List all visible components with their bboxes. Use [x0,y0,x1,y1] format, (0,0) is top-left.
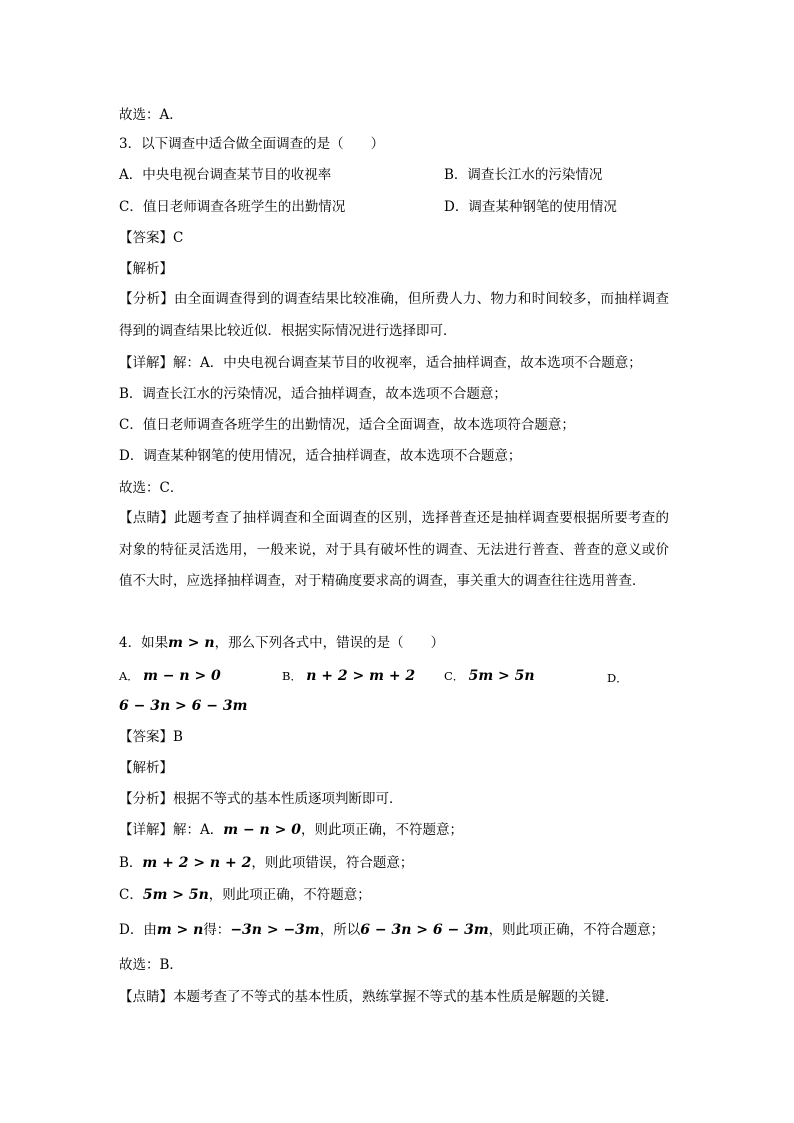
q4-option-d-label: D． [607,671,628,685]
q3-option-b: B．调查长江水的污染情况 [444,167,603,183]
q4-stem-prefix: 4．如果 [119,635,169,651]
q4-detail-d-math2: −3n > −3m [230,922,320,938]
q4-option-c-math: 5m > 5n [468,668,535,684]
q4-detail-a-math: m − n > 0 [223,822,301,838]
q3-detail-b: B．调查长江水的污染情况，适合抽样调查，故本选项不合题意； [119,386,507,402]
q3-detail-c: C．值日老师调查各班学生的出勤情况，适合全面调查，故本选项符合题意； [119,417,575,433]
q3-stem: 3．以下调查中适合做全面调查的是（ ） [119,136,385,152]
q3-answer: 【答案】C [119,230,184,246]
q4-answer: 【答案】B [119,729,183,745]
q3-conclusion: 故选：C． [119,480,184,496]
q4-option-a-math: m − n > 0 [143,668,221,684]
q3-analysis-header: 【解析】 [119,261,173,277]
q4-conclusion: 故选：B． [119,957,183,973]
q3-option-a: A．中央电视台调查某节目的收视率 [119,167,332,183]
q3-detail-d: D．调查某种钢笔的使用情况，适合抽样调查，故本选项不合题意； [119,448,522,464]
q4-option-c-label: C． [444,669,465,683]
q4-comment: 【点睛】本题考查了不等式的基本性质，熟练掌握不等式的基本性质是解题的关键． [119,989,619,1005]
q4-detail-b: B．m + 2 > n + 2，则此项错误，符合题意； [119,855,414,871]
q4-stem-suffix: ，那么下列各式中，错误的是（ ） [214,635,445,651]
q4-option-b-math: n + 2 > m + 2 [306,668,416,684]
q4-stem-math: m > n [168,635,215,651]
q4-detail-d-math1: m > n [156,922,204,938]
q4-detail-c-math: 5m > 5n [142,887,209,903]
q3-option-d: D．调查某种钢笔的使用情况 [444,199,617,215]
q4-option-d-math: 6 − 3n > 6 − 3m [119,698,248,714]
q4-stem [119,633,444,653]
q4-option-c [444,666,535,686]
q4-detail-d: D．由m > n得：−3n > −3m，所以6 − 3n > 6 − 3m，则此项正确，不符合题意； [119,922,665,938]
q4-detail-a: 【详解】解：A．m − n > 0，则此项正确，不符题意； [119,822,463,838]
q3-option-c: C．值日老师调查各班学生的出勤情况 [119,199,346,215]
q4-analysis: 【分析】根据不等式的基本性质逐项判断即可． [119,791,403,807]
q4-option-b [282,666,415,686]
q3-analysis: 【分析】由全面调查得到的调查结果比较准确，但所费人力、物力和时间较多，而抽样调查得到的调查结果比较近似．根据实际情况进行选择即可． [119,291,669,339]
q4-option-a-label: A． [119,669,139,683]
q4-option-a [119,666,221,686]
q4-option-b-label: B． [282,669,302,683]
q4-detail-b-math: m + 2 > n + 2 [142,855,252,871]
q3-comment: 【点睛】此题考查了抽样调查和全面调查的区别，选择普查还是抽样调查要根据所要考查的对象的特征灵活选用，一般来说，对于具有破坏性的调查、无法进行普查、普查的意义或价值不大时，应选择抽样调查，对于精确度要求高的调查，事关重大的调查往往选用普查． [119,510,669,589]
q3-detail-a: 【详解】解：A．中央电视台调查某节目的收视率，适合抽样调查，故本选项不合题意； [119,355,642,371]
q4-analysis-header: 【解析】 [119,760,173,776]
q4-detail-c: C．5m > 5n，则此项正确，不符题意； [119,887,371,903]
q4-detail-d-math3: 6 − 3n > 6 − 3m [360,922,489,938]
q2-conclusion: 故选：A． [119,107,183,123]
